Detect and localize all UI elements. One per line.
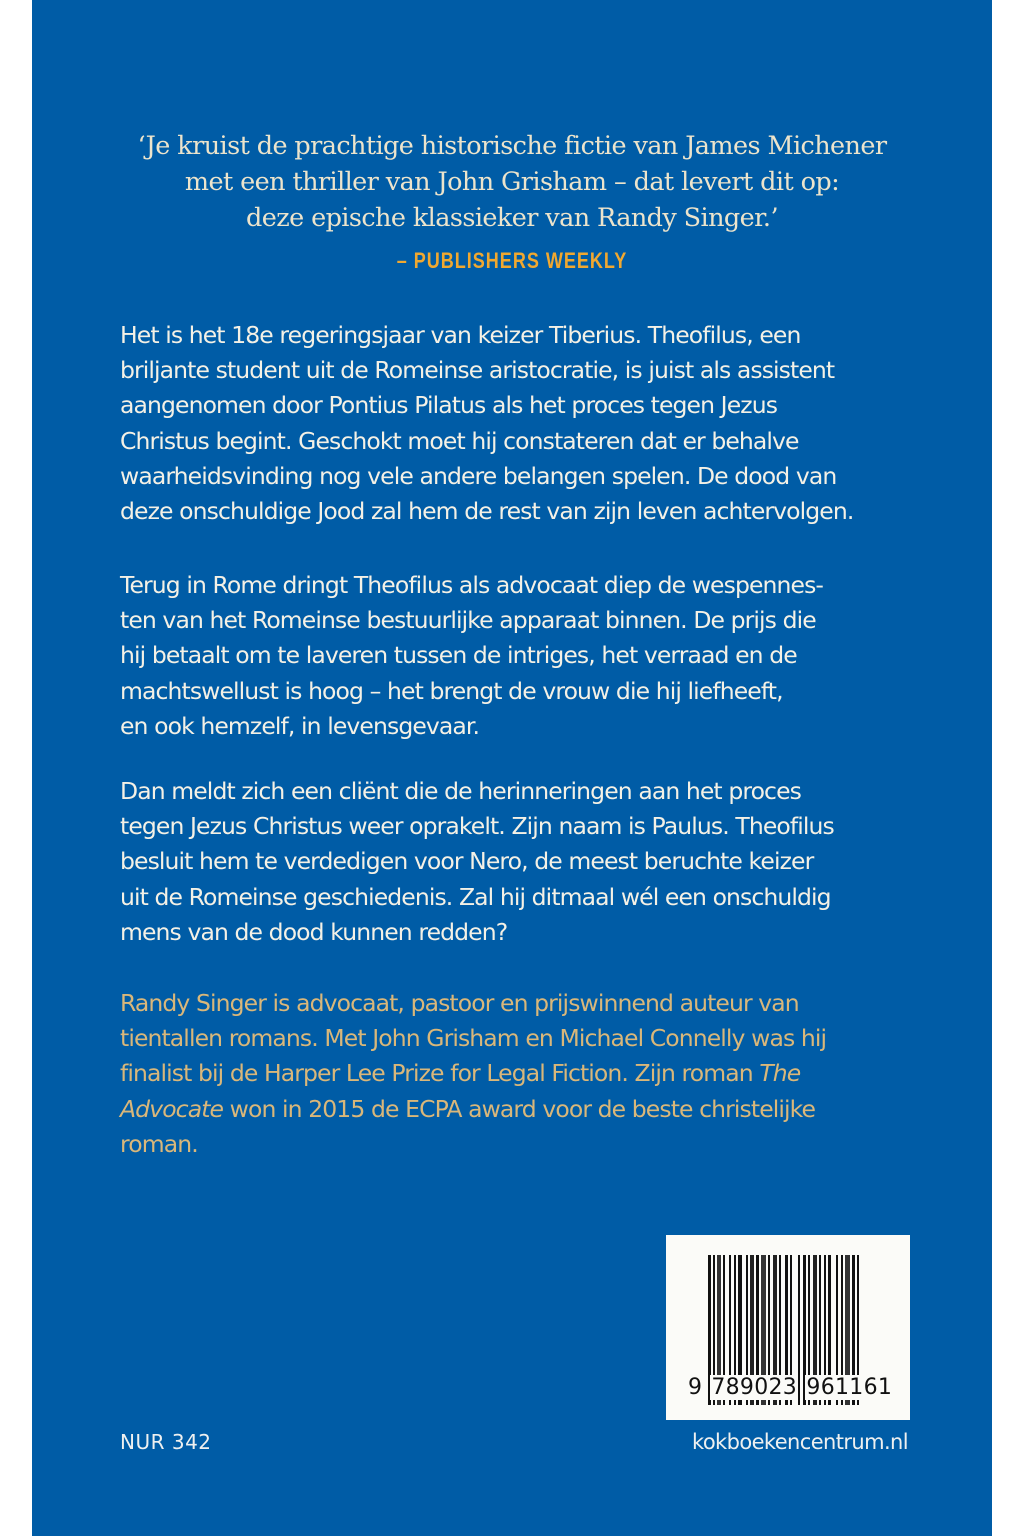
- quote-attribution: – PUBLISHERS WEEKLY: [396, 248, 628, 273]
- isbn-group-1: 789023: [711, 1375, 798, 1400]
- text-line: Dan meldt zich een cliënt die de herinneringen aan het proces: [120, 777, 801, 805]
- book-title-italic: Advocate: [120, 1094, 224, 1123]
- nur-code: NUR 342: [120, 1430, 212, 1454]
- quote-line: met een thriller van John Grisham – dat levert dit op:: [184, 167, 840, 197]
- author-bio: [120, 986, 920, 1162]
- text-segment: won in 2015 de ECPA award voor de beste christelijke: [223, 1094, 816, 1123]
- text-line: Het is het 18e regeringsjaar van keizer Tiberius. Theofilus, een: [120, 321, 801, 349]
- text-line: deze onschuldige Jood zal hem de rest van zijn leven achtervolgen.: [120, 497, 854, 526]
- synopsis-paragraph-2: [120, 568, 920, 744]
- text-line: waarheidsvinding nog vele andere belangen spelen. De dood van: [120, 461, 837, 490]
- text-line: briljante student uit de Romeinse aristocratie, is juist als assistent: [120, 356, 835, 385]
- text-line: en ook hemzelf, in levensgevaar.: [120, 711, 480, 740]
- text-line: uit de Romeinse geschiedenis. Zal hij ditmaal wél een onschuldig: [120, 882, 831, 911]
- text-line: mens van de dood kunnen redden?: [120, 917, 508, 946]
- text-line: Randy Singer is advocaat, pastoor en prijswinnend auteur van: [120, 989, 799, 1017]
- review-quote: [0, 128, 1024, 236]
- text-line: machtswellust is hoog – het brengt de vrouw die hij liefheeft,: [120, 676, 783, 705]
- text-line: tientallen romans. Met John Grisham en Michael Connelly was hij: [120, 1024, 827, 1053]
- isbn-group-2: 961161: [806, 1375, 893, 1400]
- text-line: ten van het Romeinse bestuurlijke apparaat binnen. De prijs die: [120, 606, 816, 635]
- text-line: besluit hem te verdedigen voor Nero, de meest beruchte keizer: [120, 847, 814, 876]
- quote-line: deze epische klassieker van Randy Singer.’: [246, 203, 778, 233]
- text-line: roman.: [120, 1129, 198, 1158]
- synopsis-paragraph-3: [120, 774, 920, 950]
- isbn-first-digit: 9: [688, 1375, 703, 1400]
- text-line: [120, 1092, 920, 1127]
- text-line: aangenomen door Pontius Pilatus als het proces tegen Jezus: [120, 391, 778, 420]
- quote-line: ‘Je kruist de prachtige historische fictie van James Michener: [137, 131, 887, 161]
- text-line: [120, 1056, 920, 1091]
- isbn-barcode: [666, 1235, 910, 1420]
- text-segment: finalist bij de Harper Lee Prize for Legal Fiction. Zijn roman: [120, 1059, 760, 1088]
- book-title-italic: The: [759, 1059, 801, 1088]
- text-line: tegen Jezus Christus weer oprakelt. Zijn naam is Paulus. Theofilus: [120, 812, 834, 841]
- text-line: Christus begint. Geschokt moet hij constateren dat er behalve: [120, 426, 799, 455]
- text-line: hij betaalt om te laveren tussen de intriges, het verraad en de: [120, 641, 797, 670]
- synopsis-paragraph-1: [120, 318, 920, 529]
- text-line: Terug in Rome dringt Theofilus als advocaat diep de wespennes-: [120, 571, 824, 599]
- publisher-url: kokboekencentrum.nl: [692, 1430, 908, 1454]
- isbn-number: [688, 1375, 898, 1400]
